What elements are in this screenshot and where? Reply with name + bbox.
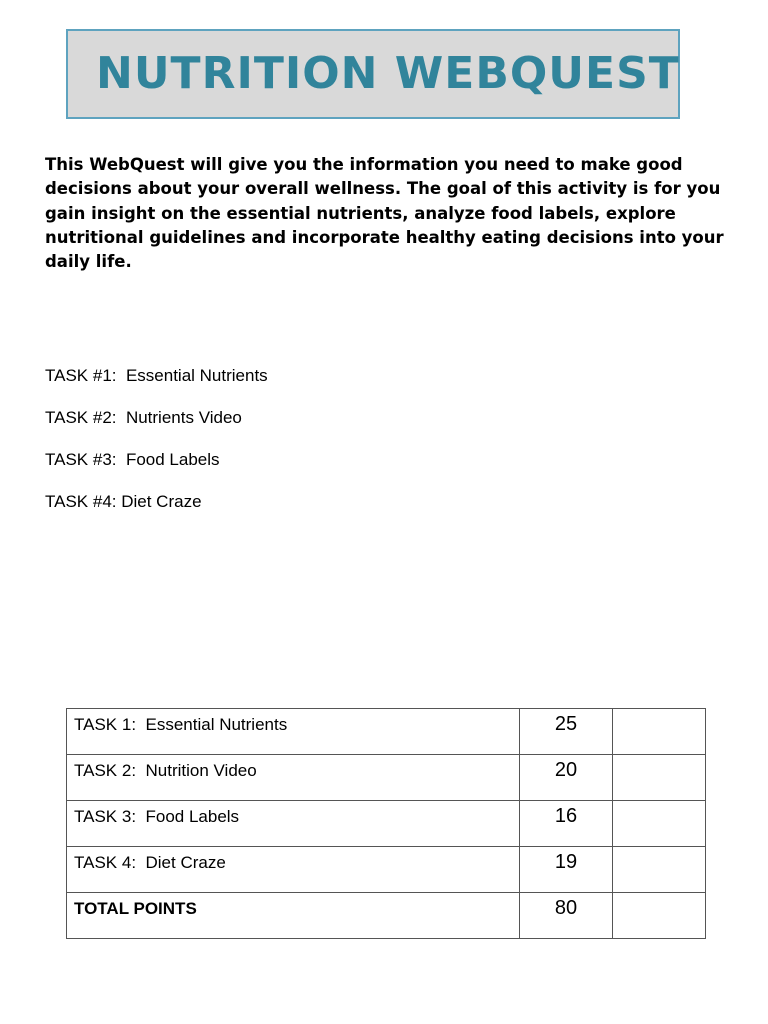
task-name-cell: TASK 4: Diet Craze xyxy=(67,847,520,893)
total-score-cell xyxy=(613,893,706,939)
total-row xyxy=(67,893,706,939)
task-name-cell: TASK 2: Nutrition Video xyxy=(67,755,520,801)
task-item-3: TASK #3: Food Labels xyxy=(45,450,220,469)
score-cell xyxy=(613,755,706,801)
score-cell xyxy=(613,847,706,893)
task-item-4: TASK #4: Diet Craze xyxy=(45,492,202,511)
table-row xyxy=(67,847,706,893)
table-row xyxy=(67,755,706,801)
points-cell: 19 xyxy=(520,847,613,893)
intro-paragraph: This WebQuest will give you the information you need to make good decisions about your overall wellness. The goal of this activity is for you gain insight on the essential nutrients, analyze food labels, explore nutritional guidelines and incorporate healthy eating decisions into your daily life. xyxy=(45,155,724,272)
task-item-2: TASK #2: Nutrients Video xyxy=(45,408,242,427)
score-cell xyxy=(613,709,706,755)
table-row xyxy=(67,709,706,755)
title-banner xyxy=(66,29,680,119)
points-cell: 16 xyxy=(520,801,613,847)
points-table xyxy=(66,708,706,939)
points-cell: 20 xyxy=(520,755,613,801)
points-cell: 25 xyxy=(520,709,613,755)
task-item-1: TASK #1: Essential Nutrients xyxy=(45,366,268,385)
table-row xyxy=(67,801,706,847)
task-name-cell: TASK 1: Essential Nutrients xyxy=(67,709,520,755)
total-label-cell: TOTAL POINTS xyxy=(67,893,520,939)
task-name-cell: TASK 3: Food Labels xyxy=(67,801,520,847)
total-points-cell: 80 xyxy=(520,893,613,939)
page-title: NUTRITION WEBQUEST xyxy=(96,48,680,99)
score-cell xyxy=(613,801,706,847)
task-list xyxy=(45,365,268,533)
